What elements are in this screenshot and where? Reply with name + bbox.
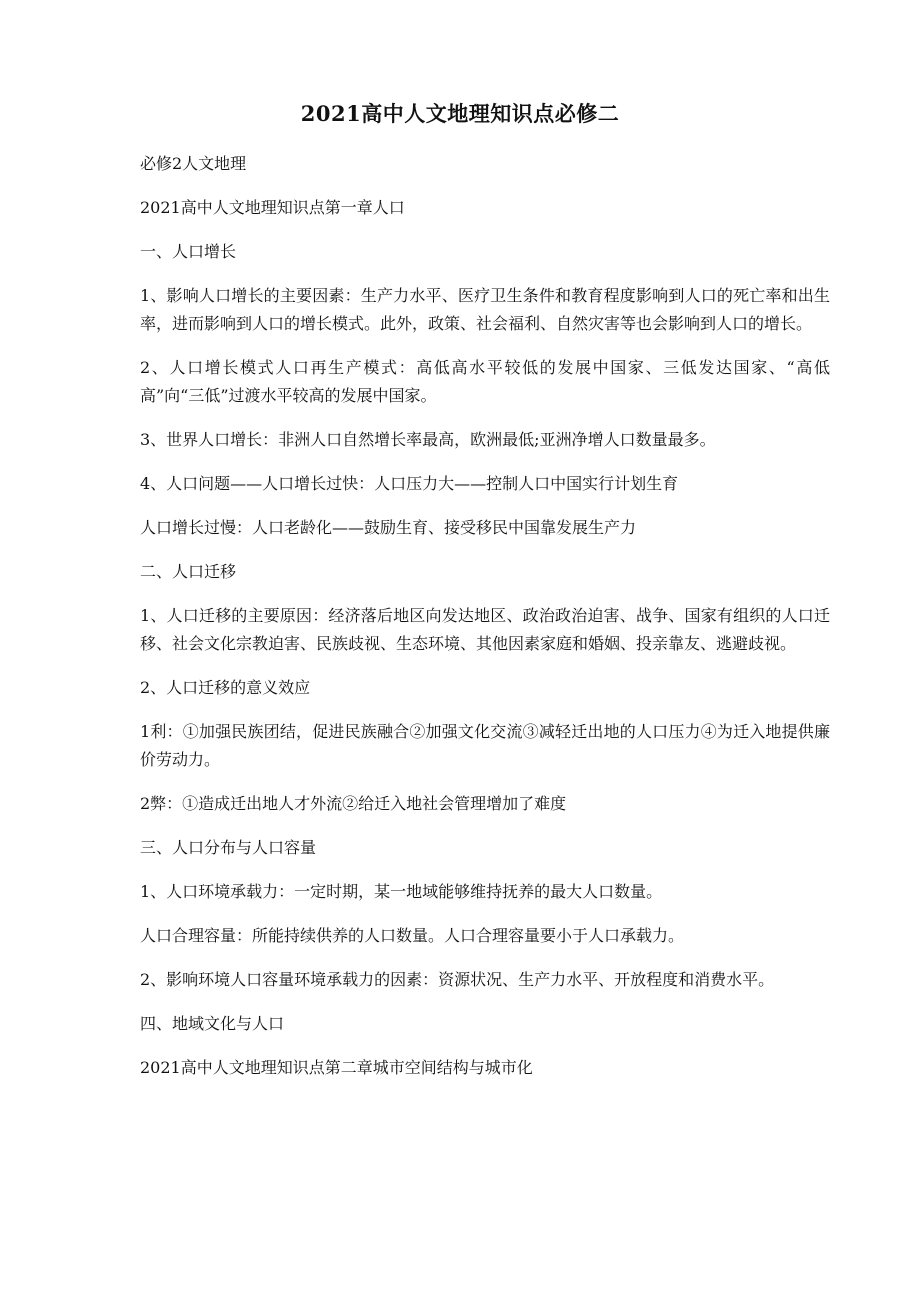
paragraph-migration-drawbacks: 2弊：①造成迁出地人才外流②给迁入地社会管理增加了难度 bbox=[140, 794, 567, 813]
paragraph-growth-too-slow: 人口增长过慢：人口老龄化——鼓励生育、接受移民中国靠发展生产力 bbox=[140, 518, 637, 537]
paragraph-migration-benefits: 1利：①加强民族团结，促进民族融合②加强文化交流③减轻迁出地的人口压力④为迁入地提供廉价劳动力。 bbox=[140, 722, 830, 769]
paragraph-section-4-heading: 四、地域文化与人口 bbox=[140, 1014, 285, 1033]
paragraph-migration-effects: 2、人口迁移的意义效应 bbox=[140, 678, 311, 697]
paragraph-growth-modes: 2、人口增长模式人口再生产模式：高低高水平较低的发展中国家、三低发达国家、“高低高”向“三低”过渡水平较高的发展中国家。 bbox=[140, 358, 830, 405]
paragraph-world-growth: 3、世界人口增长：非洲人口自然增长率最高，欧洲最低;亚洲净增人口数量最多。 bbox=[140, 430, 716, 449]
paragraph-chapter-2-heading: 2021高中人文地理知识点第二章城市空间结构与城市化 bbox=[140, 1058, 533, 1077]
paragraph-reasonable-capacity: 人口合理容量：所能持续供养的人口数量。人口合理容量要小于人口承载力。 bbox=[140, 926, 685, 945]
paragraph-migration-reasons: 1、人口迁移的主要原因：经济落后地区向发达地区、政治政治迫害、战争、国家有组织的人口迁移、社会文化宗教迫害、民族歧视、生态环境、其他因素家庭和婚姻、投亲靠友、逃避歧视。 bbox=[140, 606, 830, 653]
paragraph-subtitle: 必修2人文地理 bbox=[140, 154, 247, 173]
paragraph-section-1-heading: 一、人口增长 bbox=[140, 242, 237, 261]
paragraph-growth-too-fast: 4、人口问题——人口增长过快：人口压力大——控制人口中国实行计划生育 bbox=[140, 474, 679, 493]
document-title: 2021高中人文地理知识点必修二 bbox=[300, 101, 620, 126]
paragraph-section-3-heading: 三、人口分布与人口容量 bbox=[140, 838, 317, 857]
paragraph-growth-factors: 1、影响人口增长的主要因素：生产力水平、医疗卫生条件和教育程度影响到人口的死亡率和出生率，进而影响到人口的增长模式。此外，政策、社会福利、自然灾害等也会影响到人口的增长。 bbox=[140, 286, 830, 333]
paragraph-capacity-factors: 2、影响环境人口容量环境承载力的因素：资源状况、生产力水平、开放程度和消费水平。 bbox=[140, 970, 775, 989]
document-body bbox=[140, 150, 830, 1098]
paragraph-section-2-heading: 二、人口迁移 bbox=[140, 562, 237, 581]
paragraph-chapter-1-heading: 2021高中人文地理知识点第一章人口 bbox=[140, 198, 405, 217]
paragraph-carrying-capacity: 1、人口环境承载力：一定时期，某一地域能够维持抚养的最大人口数量。 bbox=[140, 882, 663, 901]
